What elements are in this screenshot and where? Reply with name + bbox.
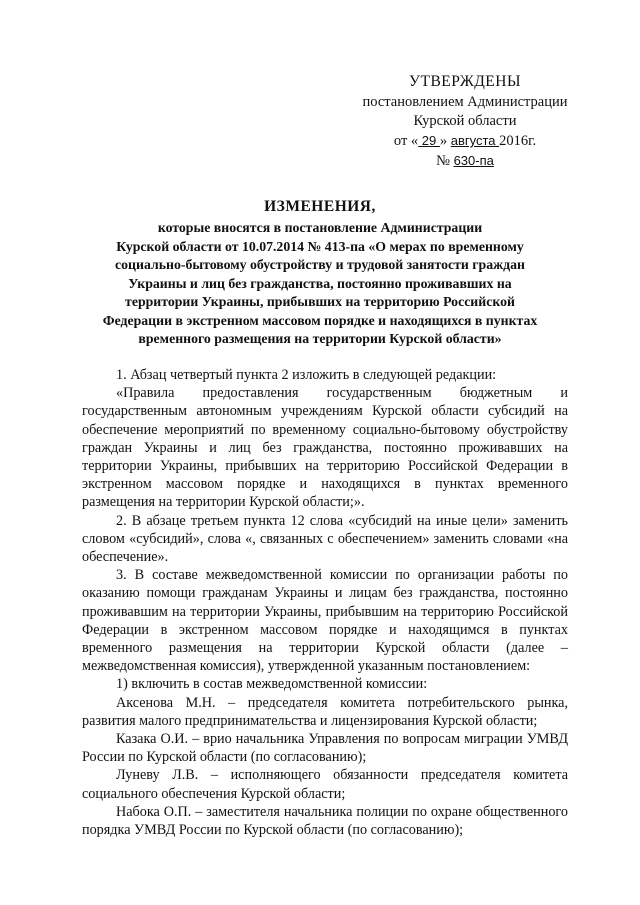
paragraph: Аксенова М.Н. – председателя комитета потребительского рынка, развития малого предпринимательства и лицензирования Курской области; xyxy=(82,694,568,729)
approval-stamp xyxy=(340,72,590,171)
document-title: ИЗМЕНЕНИЯ, xyxy=(264,198,376,215)
date-mid: » xyxy=(439,133,451,149)
number-prefix: № xyxy=(436,153,454,169)
subtitle-line: Федерации в экстренном массовом порядке и находящихся в пунктах xyxy=(102,312,538,328)
paragraph: 3. В составе межведомственной комиссии по организации работы по оказанию помощи гражданам Украины и лицам без гражданства, постоянно проживавшим на территории Украины, прибывшим на территорию Российской Федерации в экстренном массовом порядке и находящимся в пунктах временного размещения на территории Курской области (далее – межведомственная комиссия), утвержденной указанным постановлением: xyxy=(82,567,568,675)
paragraph: «Правила предоставления государственным бюджетным и государственным автономным учреждениям Курской области субсидий на обеспечение мероприятий по временному социально-бытовому обустройству граждан Украины и лиц без гражданства, постоянно проживавших на территории Украины, прибывших на территорию Российской Федерации в экстренном массовом порядке и находящихся в пунктах временного размещения на территории Курской области;». xyxy=(82,385,568,511)
subtitle-line: временного размещения на территории Курской области» xyxy=(138,331,502,346)
number-value: 630-па xyxy=(453,153,494,168)
approval-line-1: постановлением Администрации xyxy=(362,94,568,110)
paragraph: 1. Абзац четвертый пункта 2 изложить в следующей редакции: xyxy=(116,367,497,383)
date-day: 29 xyxy=(418,133,440,148)
subtitle-line: Украины и лиц без гражданства, постоянно проживавших на xyxy=(128,275,512,291)
approval-number xyxy=(340,151,590,171)
approval-date xyxy=(340,131,590,151)
paragraph: Казака О.И. – врио начальника Управления по вопросам миграции УМВД России по Курской области (по согласованию); xyxy=(82,731,568,766)
date-month: августа xyxy=(450,133,500,148)
subtitle-line: которые вносятся в постановление Администрации xyxy=(157,220,483,235)
paragraph: 2. В абзаце третьем пункта 12 слова «субсидий на иные цели» заменить словом «субсидий», слова «, связанных с обеспечением» заменить словами «на обеспечение». xyxy=(82,512,568,566)
document-body xyxy=(82,366,568,839)
paragraph: Набока О.П. – заместителя начальника полиции по охране общественного порядка УМВД России по Курской области (по согласованию); xyxy=(82,803,568,839)
approval-heading: УТВЕРЖДЕНЫ xyxy=(409,73,521,90)
date-prefix: от « xyxy=(393,133,419,149)
subtitle-line: социально-бытовому обустройству и трудовой занятости граждан xyxy=(115,257,525,272)
document-subtitle xyxy=(60,219,580,349)
date-year: 2016г. xyxy=(499,133,537,149)
paragraph: Луневу Л.В. – исполняющего обязанности председателя комитета социального обеспечения Курской области; xyxy=(82,767,568,802)
paragraph: 1) включить в состав межведомственной комиссии: xyxy=(116,676,428,693)
subtitle-line: территории Украины, прибывших на территорию Российской xyxy=(125,294,515,309)
approval-line-2: Курской области xyxy=(413,113,517,129)
subtitle-line: Курской области от 10.07.2014 № 413-па «О мерах по временному xyxy=(116,238,524,254)
document-title-block xyxy=(60,198,580,349)
